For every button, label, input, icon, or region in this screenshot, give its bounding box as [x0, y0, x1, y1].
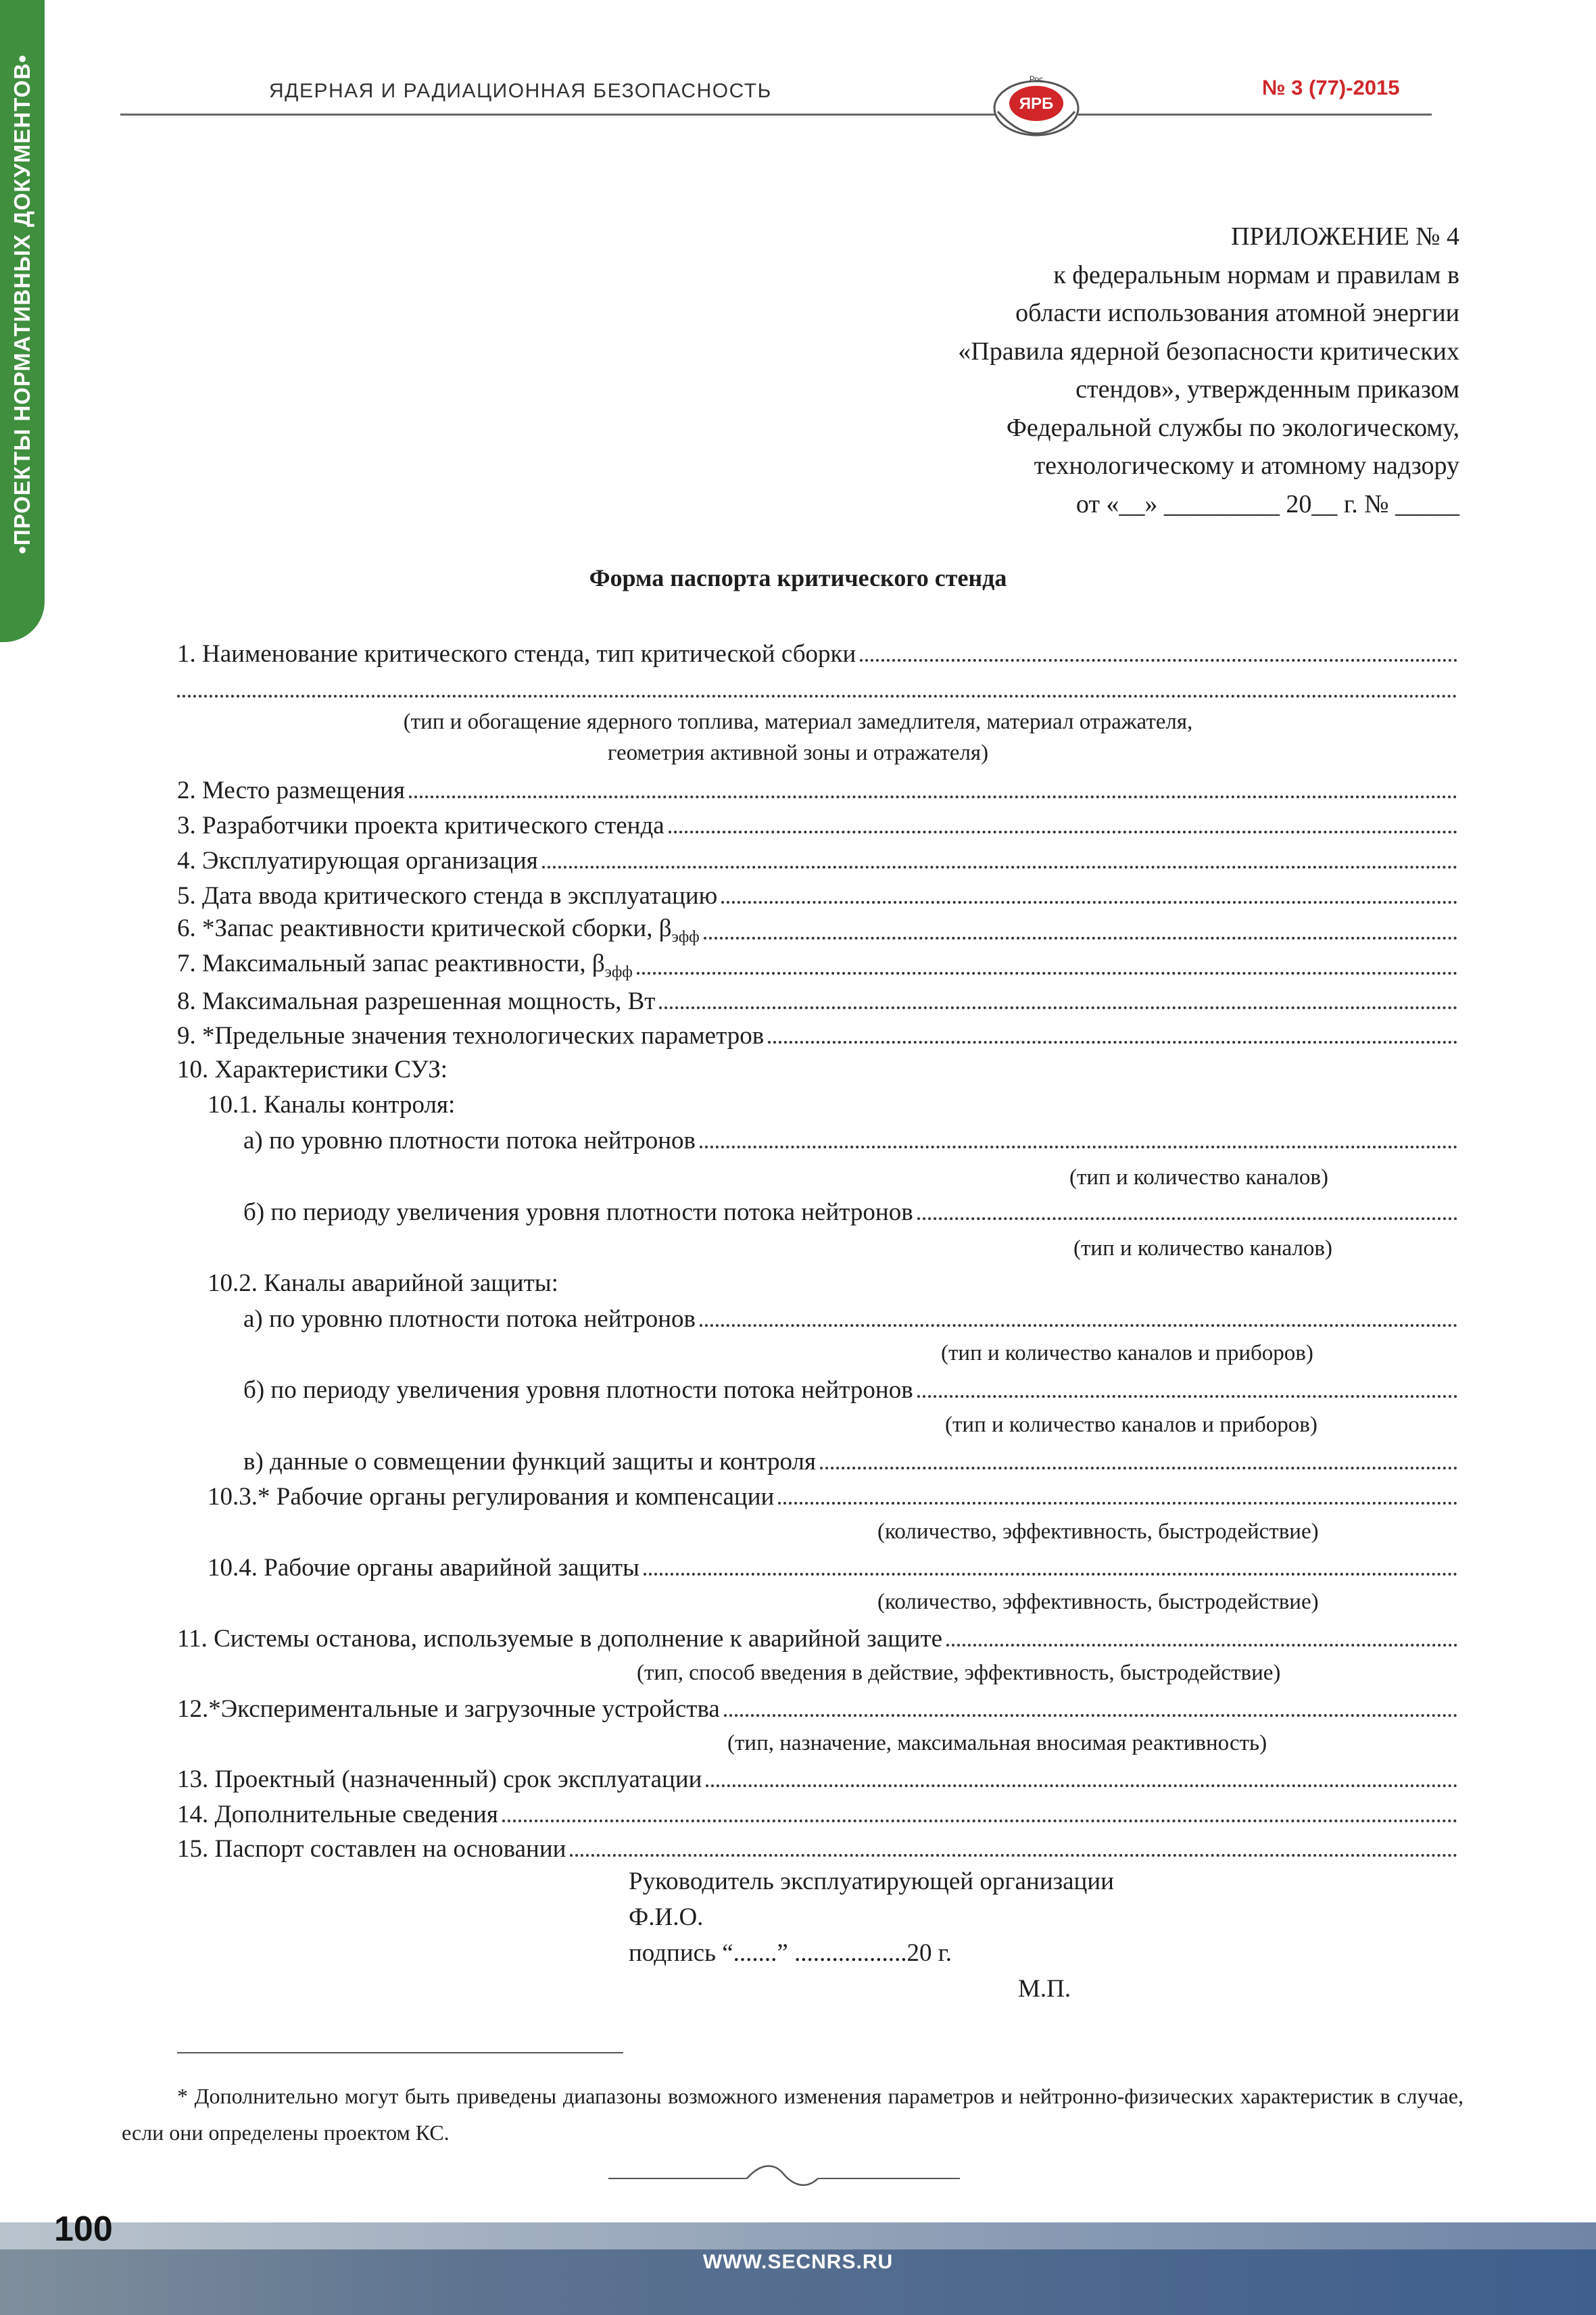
fill-leader — [700, 1146, 1457, 1148]
appendix-line: «Правила ядерной безопасности критических — [958, 337, 1459, 366]
form-item-13 — [177, 1764, 1457, 1794]
form-item-10-1-b — [243, 1197, 1457, 1227]
form-item-label: 10.4. Рабочие органы аварийной защиты — [208, 1554, 639, 1582]
fill-leader — [820, 1467, 1457, 1469]
fill-leader — [177, 695, 1457, 698]
form-item-label: а) по уровню плотности потока нейтронов — [243, 1305, 696, 1333]
form-item-note: (тип и количество каналов и приборов) — [941, 1341, 1313, 1365]
fill-leader — [721, 901, 1457, 904]
fill-leader — [946, 1644, 1457, 1647]
appendix-line: технологическому и атомному надзору — [1034, 452, 1459, 480]
form-item-label: 13. Проектный (назначенный) срок эксплуатации — [177, 1765, 702, 1793]
form-item-label: в) данные о совмещении функций защиты и контроля — [243, 1448, 816, 1476]
form-item-note: (тип и количество каналов) — [1073, 1236, 1332, 1261]
form-item-5 — [177, 881, 1457, 910]
signature-name: Ф.И.О. — [629, 1903, 704, 1931]
fill-leader — [669, 831, 1457, 833]
fill-leader — [917, 1395, 1457, 1398]
form-item-9 — [177, 1021, 1457, 1050]
fill-leader — [768, 1041, 1457, 1044]
form-item-note: (количество, эффективность, быстродействие) — [877, 1590, 1319, 1614]
form-item-note: (тип и количество каналов) — [1069, 1165, 1328, 1190]
form-item-11 — [177, 1624, 1457, 1653]
fill-leader — [704, 937, 1457, 940]
form-item-15 — [177, 1834, 1457, 1863]
form-item-10-2-b — [243, 1375, 1457, 1405]
form-item-label: 11. Системы останова, используемые в дополнение к аварийной защите — [177, 1625, 943, 1653]
footer-bar-highlight — [0, 2222, 1596, 2249]
form-item-label: 4. Эксплуатирующая организация — [177, 847, 538, 875]
page-number: 100 — [54, 2210, 113, 2249]
form-item-label: 12.*Экспериментальные и загрузочные устройства — [177, 1695, 720, 1723]
header-divider — [120, 114, 1432, 116]
appendix-line: Федеральной службы по экологическому, — [1006, 413, 1459, 442]
form-item-label: 15. Паспорт составлен на основании — [177, 1835, 566, 1863]
section-tab — [0, 0, 45, 642]
form-item-7 — [177, 949, 1457, 981]
fill-leader — [778, 1502, 1457, 1505]
form-item-label: 5. Дата ввода критического стенда в эксплуатацию — [177, 882, 718, 910]
section-tab-label: •ПРОЕКТЫ НОРМАТИВНЫХ ДОКУМЕНТОВ• — [9, 54, 34, 554]
subscript: эфф — [604, 963, 633, 981]
form-item-label: 9. *Предельные значения технологических параметров — [177, 1022, 765, 1050]
form-item-label: б) по периоду увеличения уровня плотности потока нейтронов — [243, 1198, 913, 1226]
fill-leader — [724, 1714, 1457, 1717]
form-item-note: (тип, способ введения в действие, эффективность, быстродействие) — [637, 1661, 1281, 1685]
footnote: * Дополнительно могут быть приведены диапазоны возможного изменения параметров и нейтронно-физических характеристик в случае, если они определены проектом КС. — [122, 2084, 1464, 2145]
fill-leader — [917, 1217, 1457, 1220]
form-item-10: 10. Характеристики СУЗ: — [177, 1056, 448, 1083]
form-item-label — [177, 949, 633, 981]
fill-leader — [700, 1324, 1457, 1327]
form-item-label: 3. Разработчики проекта критического стенда — [177, 812, 664, 839]
form-item-12 — [177, 1694, 1457, 1724]
form-item-1-continuation — [177, 675, 1457, 704]
form-item-10-2-a — [243, 1304, 1457, 1334]
form-item-note: (количество, эффективность, быстродействие) — [877, 1519, 1319, 1544]
form-item-10-3 — [208, 1482, 1457, 1511]
form-item-label: 10.3.* Рабочие органы регулирования и компенсации — [208, 1483, 775, 1511]
appendix-line: ПРИЛОЖЕНИЕ № 4 — [1231, 222, 1459, 251]
form-item-10-2: 10.2. Каналы аварийной защиты: — [208, 1269, 558, 1297]
decorative-ornament — [608, 2156, 960, 2197]
fill-leader — [570, 1854, 1457, 1857]
issue-number: № 3 (77)-2015 — [1262, 76, 1400, 99]
journal-logo — [992, 64, 1080, 152]
appendix-line: стендов», утвержденным приказом — [1075, 375, 1459, 404]
form-item-14 — [177, 1799, 1457, 1829]
form-item-8 — [177, 986, 1457, 1016]
form-item-label: 14. Дополнительные сведения — [177, 1801, 498, 1828]
fill-leader — [706, 1784, 1457, 1787]
appendix-heading — [958, 218, 1459, 523]
logo-text: ЯРБ — [1019, 95, 1054, 113]
appendix-line: от «__» _________ 20__ г. № _____ — [1075, 489, 1459, 518]
subscript: эфф — [671, 928, 700, 946]
fill-leader — [637, 972, 1457, 975]
logo-small-text: Рос — [1029, 74, 1044, 84]
form-item-3 — [177, 810, 1457, 840]
signature-title: Руководитель эксплуатирующей организации — [629, 1868, 1114, 1895]
form-item-10-1-a — [243, 1125, 1457, 1155]
form-item-10-4 — [208, 1553, 1457, 1582]
form-item-1-note: (тип и обогащение ядерного топлива, материал замедлителя, материал отражателя, — [403, 710, 1193, 734]
form-item-label: 1. Наименование критического стенда, тип критической сборки — [177, 640, 856, 668]
appendix-line: к федеральным нормам и правилам в — [1053, 260, 1459, 289]
form-item-1 — [177, 639, 1457, 668]
stamp-place: М.П. — [1018, 1975, 1071, 2003]
fill-leader — [409, 796, 1457, 798]
form-item-10-2-c — [243, 1446, 1457, 1476]
form-item-10-1: 10.1. Каналы контроля: — [208, 1091, 456, 1119]
footer-url[interactable]: WWW.SECNRS.RU — [702, 2251, 894, 2273]
form-item-1-note: геометрия активной зоны и отражателя) — [607, 741, 989, 765]
fill-leader — [659, 1006, 1457, 1009]
form-item-4 — [177, 846, 1457, 875]
form-item-label — [177, 914, 700, 946]
form-item-label: б) по периоду увеличения уровня плотности потока нейтронов — [243, 1376, 913, 1404]
fill-leader — [502, 1820, 1457, 1822]
form-item-note: (тип и количество каналов и приборов) — [945, 1413, 1317, 1437]
form-item-6 — [177, 914, 1457, 946]
appendix-line: области использования атомной энергии — [1015, 299, 1459, 327]
fill-leader — [860, 659, 1457, 662]
signature-date: подпись “.......” ..................20 г. — [629, 1939, 952, 1967]
journal-title: ЯДЕРНАЯ И РАДИАЦИОННАЯ БЕЗОПАСНОСТЬ — [269, 80, 772, 102]
form-item-2 — [177, 775, 1457, 805]
form-item-note: (тип, назначение, максимальная вносимая реактивность) — [727, 1731, 1267, 1755]
form-item-text: 6. *Запас реактивности критической сборки, β — [177, 914, 672, 942]
form-item-text: 7. Максимальный запас реактивности, β — [177, 949, 605, 977]
form-item-label: 8. Максимальная разрешенная мощность, Вт — [177, 988, 656, 1015]
fill-leader — [542, 866, 1457, 869]
form-item-label: 2. Место размещения — [177, 777, 405, 804]
fill-leader — [644, 1573, 1457, 1576]
footnote-divider — [177, 2052, 623, 2053]
form-title: Форма паспорта критического стенда — [589, 564, 1007, 591]
form-item-label: а) по уровню плотности потока нейтронов — [243, 1127, 696, 1154]
